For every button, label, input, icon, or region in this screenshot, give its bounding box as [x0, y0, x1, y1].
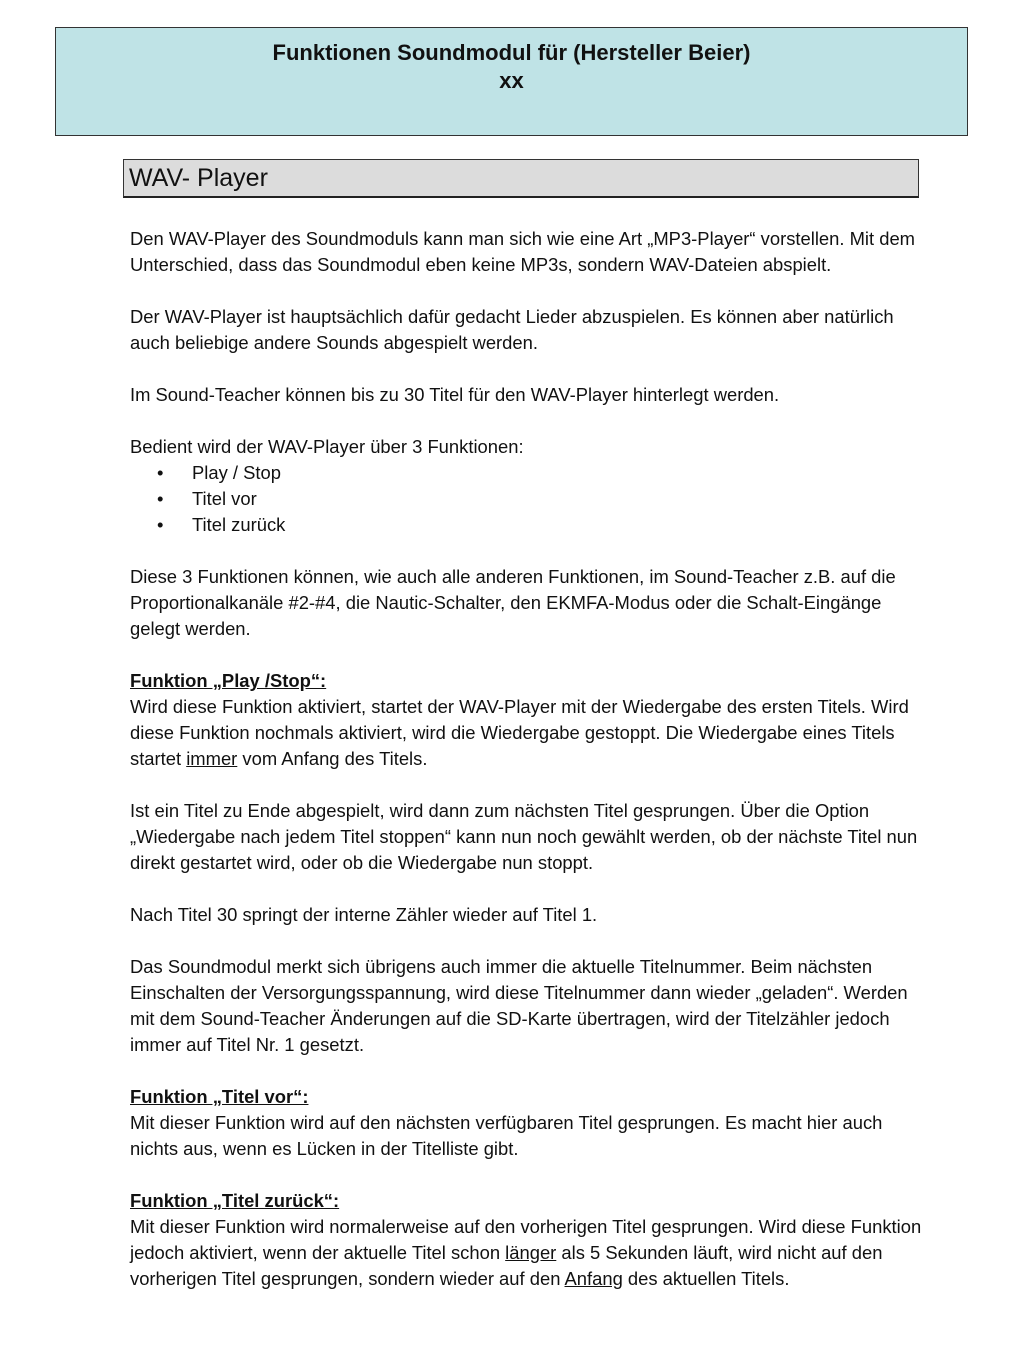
underlined-word: Anfang	[564, 1268, 623, 1289]
document-title-line2: xx	[499, 68, 524, 93]
list-item	[130, 486, 930, 512]
intro-paragraph-3: Im Sound-Teacher können bis zu 30 Titel für den WAV-Player hinterlegt werden.	[130, 384, 780, 405]
play-stop-paragraph-2: Ist ein Titel zu Ende abgespielt, wird dann zum nächsten Titel gesprungen. Über die Option „Wiedergabe nach jedem Titel stoppen“ kann nun noch gewählt werden, ob der nächste Titel nun direkt gestartet wird, oder ob die Wiedergabe nun stoppt.	[130, 800, 918, 873]
play-stop-paragraph-3: Nach Titel 30 springt der interne Zähler wieder auf Titel 1.	[130, 904, 598, 925]
section-title: WAV- Player	[123, 159, 919, 198]
intro-paragraph-5: Diese 3 Funktionen können, wie auch alle anderen Funktionen, im Sound-Teacher z.B. auf die Proportionalkanäle #2-#4, die Nautic-Schalter, den EKMFA-Modus oder die Schalt-Eingänge gelegt werden.	[130, 566, 896, 639]
bullet-icon: •	[157, 514, 164, 535]
intro-paragraph-4: Bedient wird der WAV-Player über 3 Funktionen:	[130, 436, 524, 457]
text-run: vom Anfang des Titels.	[237, 748, 428, 769]
bullet-icon: •	[157, 488, 164, 509]
heading-play-stop: Funktion „Play /Stop“:	[130, 670, 327, 691]
list-item-label: Play / Stop	[192, 462, 281, 483]
text-run: Wird diese Funktion aktiviert, startet der WAV-Player mit der Wiedergabe des ersten Titels. Wird diese Funktion nochmals aktiviert, wird die Wiedergabe gestoppt. Die Wiedergabe eines Titels startet	[130, 696, 909, 769]
play-stop-paragraph-4: Das Soundmodul merkt sich übrigens auch immer die aktuelle Titelnummer. Beim nächsten Einschalten der Versorgungsspannung, wird diese Titelnummer dann wieder „geladen“. Werden mit dem Sound-Teacher Änderungen auf die SD-Karte übertragen, wird der Titelzähler jedoch immer auf Titel Nr. 1 gesetzt.	[130, 956, 908, 1055]
intro-paragraph-1: Den WAV-Player des Soundmoduls kann man sich wie eine Art „MP3-Player“ vorstellen. Mit dem Unterschied, dass das Soundmodul eben keine MP3s, sondern WAV-Dateien abspielt.	[130, 228, 915, 275]
function-list	[130, 460, 930, 538]
document-title-line1: Funktionen Soundmodul für (Hersteller Beier)	[272, 40, 751, 65]
text-run: des aktuellen Titels.	[622, 1268, 790, 1289]
intro-paragraph-2: Der WAV-Player ist hauptsächlich dafür gedacht Lieder abzuspielen. Es können aber natürlich auch beliebige andere Sounds abgespielt werden.	[130, 306, 894, 353]
heading-titel-vor: Funktion „Titel vor“:	[130, 1086, 309, 1107]
list-item	[130, 460, 930, 486]
text-run: Mit dieser Funktion wird normalerweise auf den vorherigen Titel gesprungen. Wird diese Funktion jedoch aktiviert, wenn der aktuelle Titel schon	[130, 1216, 922, 1263]
underlined-word: länger	[505, 1242, 557, 1263]
document-body	[130, 226, 930, 1318]
heading-titel-zurueck: Funktion „Titel zurück“:	[130, 1190, 340, 1211]
list-item-label: Titel zurück	[192, 514, 286, 535]
titel-zurueck-paragraph	[130, 1214, 930, 1292]
list-item	[130, 512, 930, 538]
text-run: als 5 Sekunden läuft, wird nicht auf den vorherigen Titel gesprungen, sondern wieder auf den	[130, 1242, 883, 1289]
document-title-box	[55, 27, 968, 136]
titel-vor-paragraph: Mit dieser Funktion wird auf den nächsten verfügbaren Titel gesprungen. Es macht hier auch nichts aus, wenn es Lücken in der Titelliste gibt.	[130, 1112, 883, 1159]
list-item-label: Titel vor	[192, 488, 257, 509]
bullet-icon: •	[157, 462, 164, 483]
play-stop-paragraph-1	[130, 694, 930, 772]
underlined-word: immer	[186, 748, 238, 769]
